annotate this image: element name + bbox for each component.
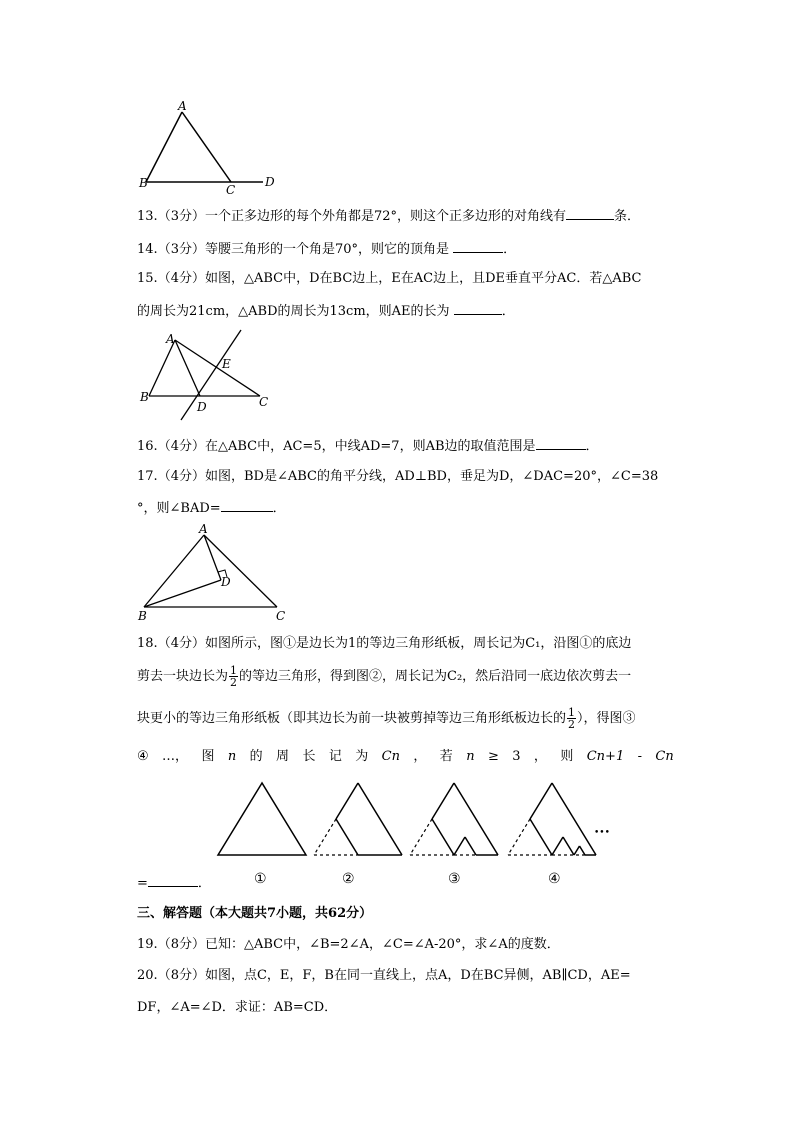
ellipsis-dots: ••• xyxy=(594,828,610,838)
answer-blank-13[interactable] xyxy=(566,207,614,220)
question-16: 16.（4分）在△ABC中，AC=5，中线AD=7，则AB边的取值范围是 ． xyxy=(137,439,599,454)
question-18-line2: 剪去一块边长为 $\frac{1}{2}$ 的等边三角形，得到图②，周长记为C₂，然后沿同一底边依次剪去一 xyxy=(137,664,632,689)
question-18-line3: 块更小的等边三角形纸板（即其边长为前一块被剪掉等边三角形纸板边长的 $\frac{1}{2}$ ），得图③ xyxy=(137,706,636,731)
label-D: D xyxy=(265,175,275,189)
question-15-line2: 的周长为21cm，△ABD的周长为13cm，则AE的长为 ． xyxy=(137,304,515,319)
label-fig-1: ① xyxy=(254,871,267,887)
question-15-line1: 15.（4分）如图，△ABC中，D在BC边上，E在AC边上，且DE垂直平分AC．若△ABC xyxy=(137,271,642,286)
question-18-answer: = ． xyxy=(137,876,211,891)
answer-blank-14[interactable] xyxy=(453,240,503,253)
label-A: A xyxy=(199,522,208,536)
figure-q17 xyxy=(135,522,295,622)
question-17-line1: 17.（4分）如图，BD是∠ABC的角平分线，AD⊥BD，垂足为D，∠DAC=20°，∠C=38 xyxy=(137,469,659,484)
answer-blank-15[interactable] xyxy=(454,302,502,315)
question-20-line1: 20.（8分）如图，点C，E，F，B在同一直线上，点A，D在BC异侧，AB∥CD，AE= xyxy=(137,968,631,983)
label-B: B xyxy=(138,609,147,622)
question-17-line2: °，则∠BAD= ． xyxy=(137,501,286,516)
section-3-title: 三、解答题（本大题共7小题，共62分） xyxy=(137,906,373,921)
label-C: C xyxy=(276,609,286,622)
figure-q15 xyxy=(135,328,285,424)
label-B: B xyxy=(139,176,148,190)
label-fig-4: ④ xyxy=(548,871,561,887)
label-C: C xyxy=(259,395,269,409)
question-14: 14.（3分）等腰三角形的一个角是70°，则它的顶角是 ． xyxy=(137,242,517,257)
question-18-line4: ④ …， 图 n 的 周 长 记 为 Cn ， 若 n ≥ 3 ， 则 Cn+1 - Cn xyxy=(137,749,674,764)
question-20-line2: DF，∠A=∠D．求证：AB=CD． xyxy=(137,1000,338,1015)
question-19: 19.（8分）已知：△ABC中，∠B=2∠A，∠C=∠A-20°，求∠A的度数． xyxy=(137,937,560,952)
label-B: B xyxy=(140,390,149,404)
label-fig-3: ③ xyxy=(448,871,461,887)
fraction-half-2: $\frac{1}{2}$ xyxy=(568,706,576,731)
label-D: D xyxy=(197,400,207,414)
label-A: A xyxy=(178,99,187,113)
label-A: A xyxy=(166,332,175,346)
figure-q18 xyxy=(210,775,620,890)
figure-q12 xyxy=(135,98,285,198)
question-18-line1: 18.（4分）如图所示，图①是边长为1的等边三角形纸板，周长记为C₁，沿图①的底边 xyxy=(137,636,632,651)
answer-blank-16[interactable] xyxy=(536,437,586,450)
label-fig-2: ② xyxy=(342,871,355,887)
label-D: D xyxy=(221,575,231,589)
answer-blank-17[interactable] xyxy=(221,499,273,512)
fraction-half: $\frac{1}{2}$ xyxy=(230,664,238,689)
question-13: 13.（3分）一个正多边形的每个外角都是72°，则这个正多边形的对角线有 条． xyxy=(137,209,641,224)
label-C: C xyxy=(226,183,236,197)
answer-blank-18[interactable] xyxy=(148,874,198,887)
label-E: E xyxy=(222,357,231,371)
